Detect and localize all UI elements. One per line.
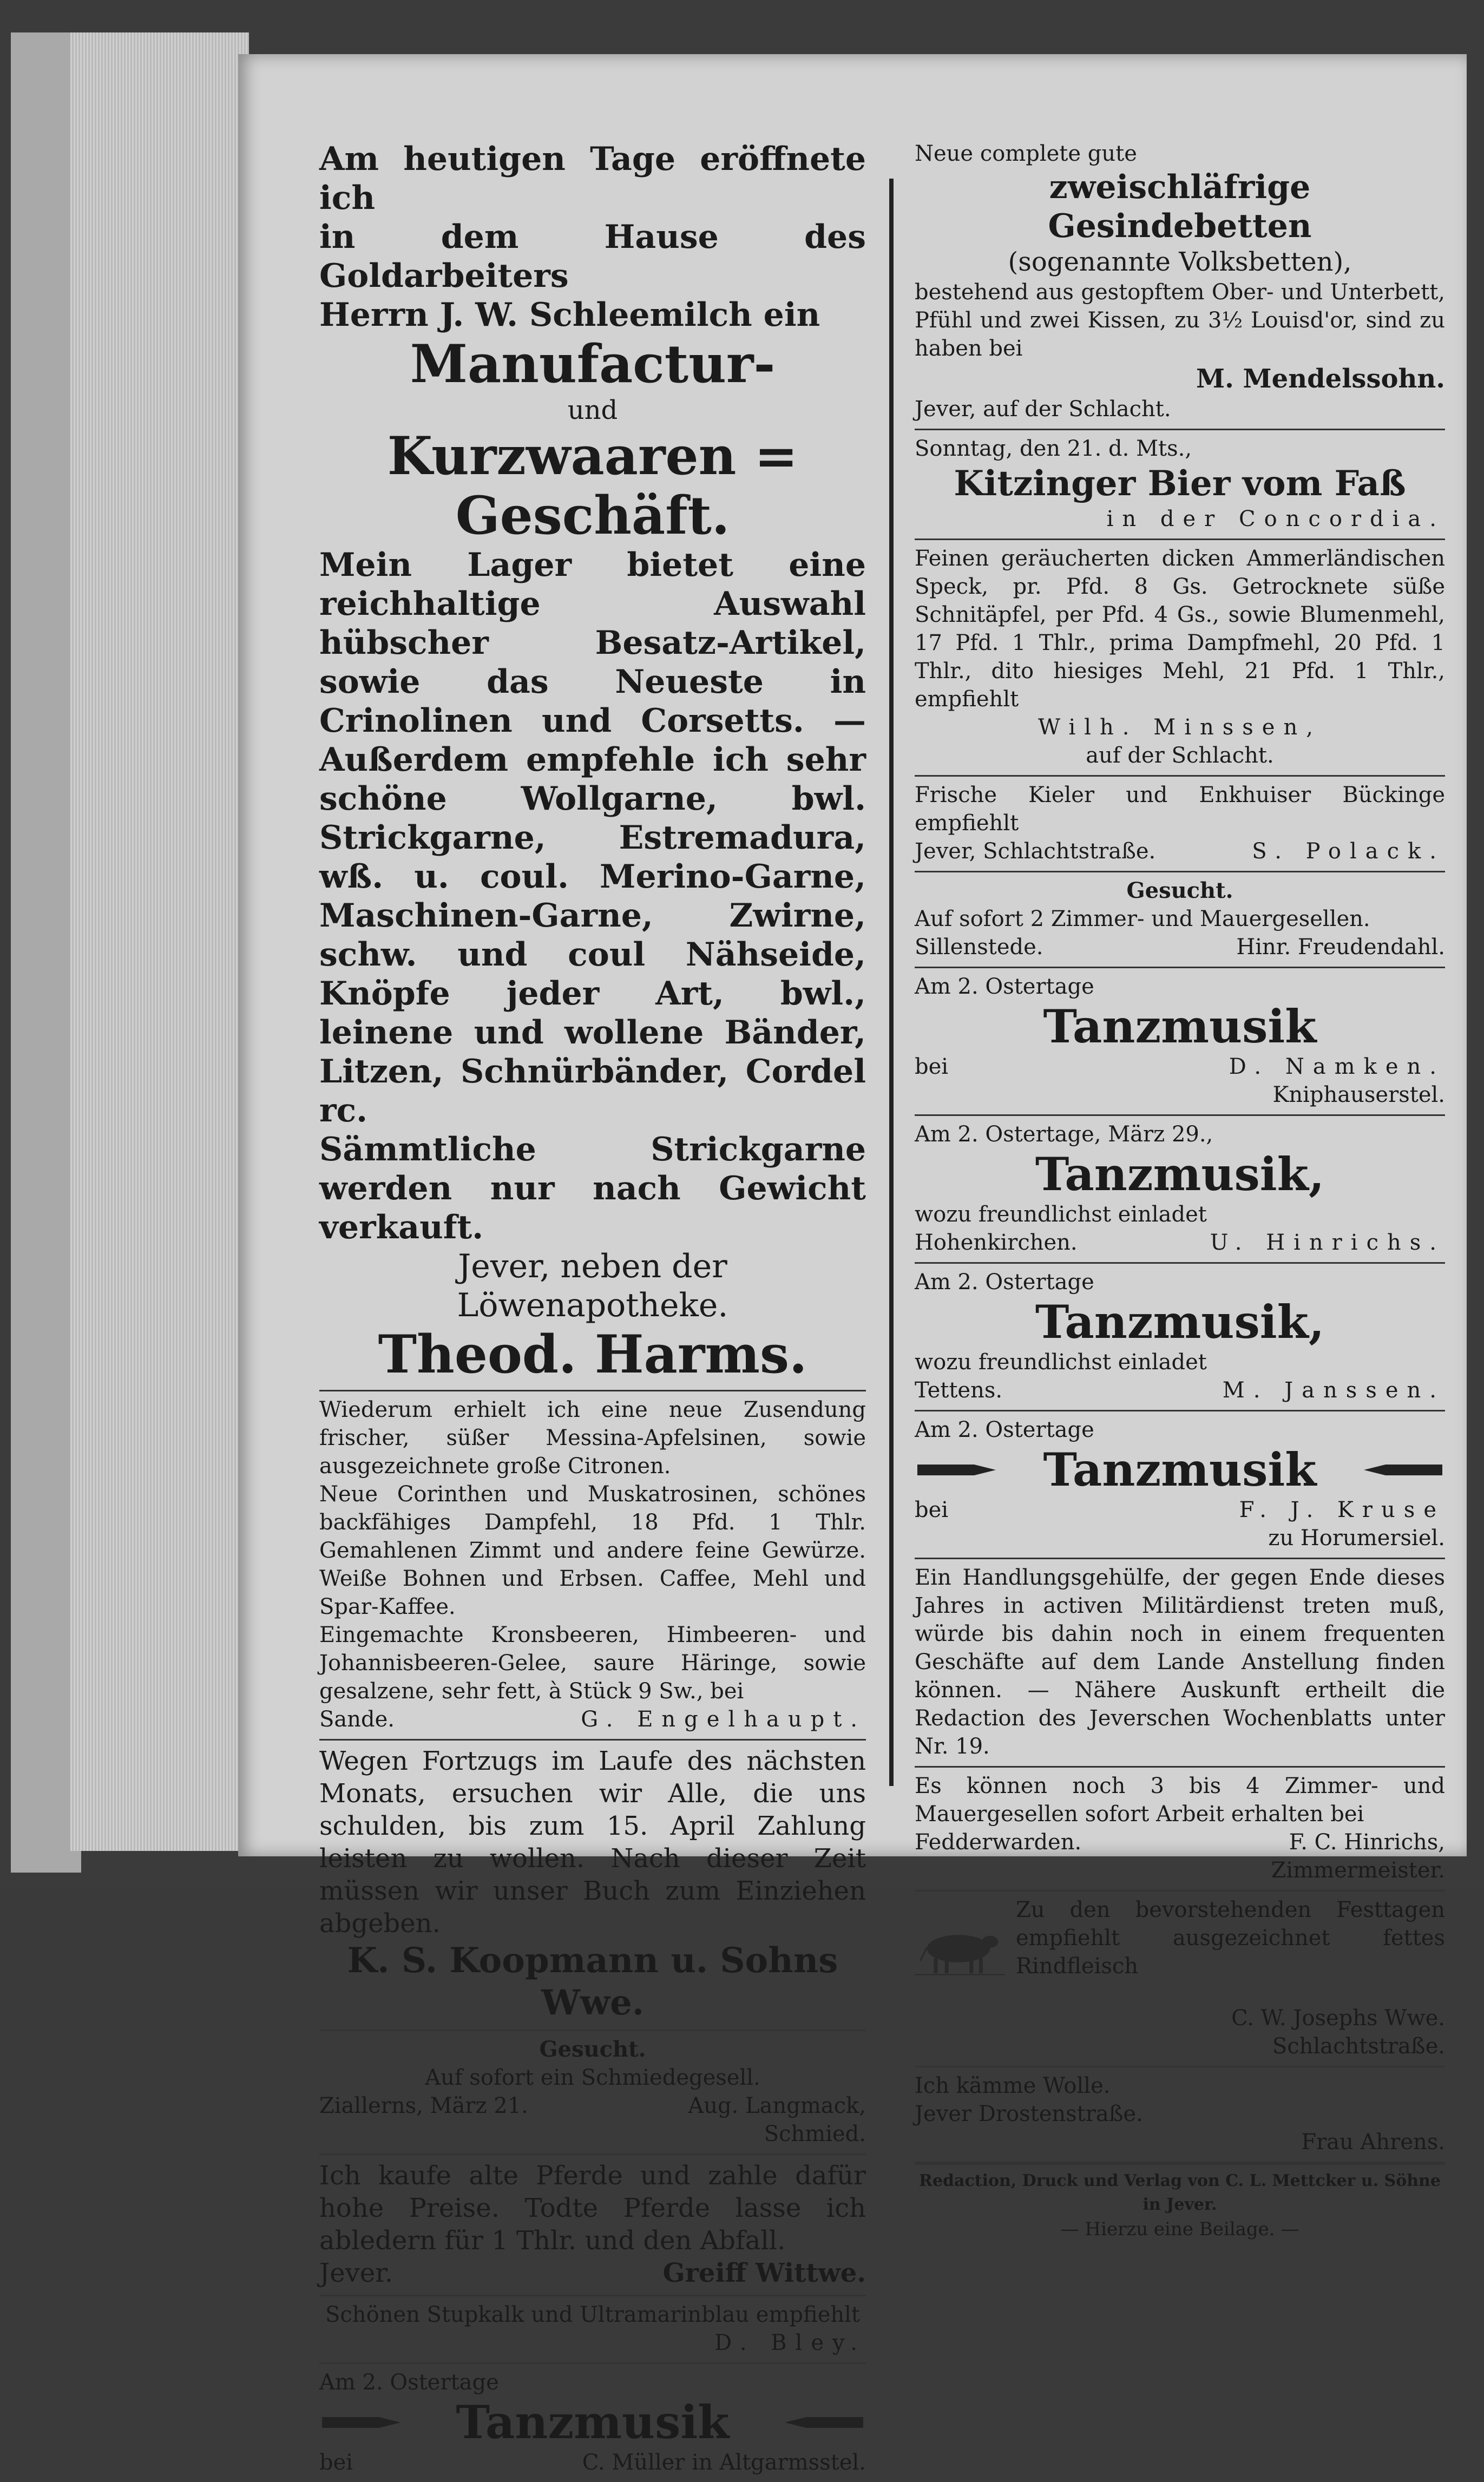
engelhaupt-p2: Neue Corinthen und Muskatrosinen, schönes backfähiges Dampfehl, 18 Pfd. 1 Thlr. Gemahlenen Zimmt und andere feine Gewürze. Weiße Bohnen und Erbsen. Caffee, Mehl und Spar-Kaffee. — [319, 1482, 866, 1619]
minssen-body: Feinen geräucherten dicken Ammerländischen Speck, pr. Pfd. 8 Gs. Getrocknete süße Schnitäpfel, per Pfd. 4 Gs., sowie Blumenmehl, 17 Pfd. 1 Thlr., prima Dampfmehl, 20 Pfd. 1 Thlr., dito hiesiges Mehl, 21 Pfd. 1 Thlr., empfiehlt — [915, 546, 1445, 712]
freudendahl-body: Auf sofort 2 Zimmer- und Mauergesellen. — [915, 907, 1370, 931]
janssen-name: M. Janssen. — [1222, 1378, 1445, 1403]
freudendahl-name: Hinr. Freudendahl. — [1236, 935, 1445, 960]
ad-minssen — [915, 540, 1445, 777]
hinrichs-date: Am 2. Ostertage, März 29., — [915, 1122, 1213, 1147]
polack-body: Frische Kieler und Enkhuiser Bückinge empfiehlt — [915, 783, 1445, 836]
ad-hinrichs — [915, 1116, 1445, 1264]
ad-bier — [915, 430, 1445, 540]
ad-langmack — [319, 2031, 866, 2155]
mueller-title: Tanzmusik — [456, 2395, 730, 2449]
minssen-place: auf der Schlacht. — [1086, 743, 1274, 768]
janssen-date: Am 2. Ostertage — [915, 1270, 1094, 1295]
book-page-edges — [70, 32, 249, 1851]
cow-icon — [915, 1896, 1005, 2004]
janssen-title: Tanzmusik, — [1035, 1295, 1325, 1349]
harms-line-2: in dem Hause des Goldarbeiters — [319, 218, 866, 295]
imprint — [915, 2163, 1445, 2247]
langmack-body: Auf sofort ein Schmiedegesell. — [425, 2065, 760, 2090]
namken-place: Kniphauserstel. — [1272, 1082, 1445, 1107]
kruse-title: Tanzmusik — [1043, 1443, 1317, 1496]
bier-place: in der Concordia. — [1106, 507, 1445, 531]
harms-body-2: Sämmtliche Strickgarne werden nur nach Gewicht verkauft. — [319, 1131, 866, 1246]
harms-title-2: Kurzwaaren = Geschäft. — [387, 425, 798, 546]
pointing-hand-left-icon — [779, 2406, 866, 2439]
namken-sign — [915, 1053, 1445, 1081]
koopmann-body: Wegen Fortzugs im Laufe des nächsten Monats, ersuchen wir Alle, die uns schulden, bis zum 15. April Zahlung leisten zu wollen. Nach dieser Zeit müssen wir unser Buch zum Einziehen abgeben. — [319, 1746, 866, 1939]
greiff-body: Ich kaufe alte Pferde und zahle dafür hohe Preise. Todte Pferde lasse ich abledern für 1 Thlr. und den Abfall. — [319, 2161, 866, 2256]
langmack-sign — [319, 2092, 866, 2120]
hinrichs-invite: wozu freundlichst einladet — [915, 1202, 1207, 1227]
mueller-bei: bei — [319, 2450, 353, 2475]
polack-sign — [915, 837, 1445, 865]
ahrens-place: Jever Drostenstraße. — [915, 2102, 1143, 2126]
polack-place: Jever, Schlachtstraße. — [915, 839, 1156, 864]
koopmann-name: K. S. Koopmann u. Sohns Wwe. — [347, 1940, 838, 2023]
kruse-place: zu Horumersiel. — [1268, 1526, 1445, 1551]
janssen-sign — [915, 1376, 1445, 1404]
josephs-place: Schlachtstraße. — [1272, 2034, 1445, 2059]
engelhaupt-place: Sande. — [319, 1707, 395, 1732]
mueller-title-row — [319, 2396, 866, 2448]
freudendahl-head: Gesucht. — [1126, 878, 1233, 903]
mueller-sign — [319, 2448, 866, 2477]
ad-mueller — [319, 2364, 866, 2482]
bley-body: Schönen Stupkalk und Ultramarinblau empfiehlt — [325, 2302, 860, 2327]
mendelssohn-l1: Neue complete gute — [915, 141, 1137, 166]
bley-name: D. Bley. — [714, 2330, 866, 2355]
harms-title-1: Manufactur- — [410, 333, 776, 395]
engelhaupt-name: G. Engelhaupt. — [581, 1707, 866, 1732]
harms-line-1: Am heutigen Tage eröffnete ich — [319, 140, 866, 217]
pointing-hand-left-icon — [1358, 1454, 1445, 1486]
engelhaupt-p1: Wiederum erhielt ich eine neue Zusendung frischer, süßer Messina-Apfelsinen, sowie ausgezeichnete große Citronen. — [319, 1397, 866, 1479]
josephs-row — [915, 1896, 1445, 2004]
pointing-hand-right-icon — [319, 2406, 406, 2439]
kruse-bei: bei — [915, 1498, 949, 1522]
bier-title: Kitzinger Bier vom Faß — [954, 463, 1406, 504]
mendelssohn-name: M. Mendelssohn. — [1196, 364, 1445, 394]
ad-mendelssohn — [915, 135, 1445, 430]
mueller-name: C. Müller in Altgarmsstel. — [582, 2450, 866, 2475]
langmack-title: Schmied. — [764, 2122, 866, 2146]
ad-kruse — [915, 1411, 1445, 1559]
bier-date: Sonntag, den 21. d. Mts., — [915, 436, 1192, 461]
hinrichs-title: Tanzmusik, — [1035, 1147, 1325, 1201]
fhinrichs-place: Fedderwarden. — [915, 1830, 1082, 1855]
fhinrichs-sign — [915, 1828, 1445, 1856]
ad-polack — [915, 777, 1445, 872]
josephs-name: C. W. Josephs Wwe. — [1231, 2006, 1445, 2031]
namken-title: Tanzmusik — [1043, 1000, 1317, 1053]
harms-line-3: Herrn J. W. Schleemilch ein — [319, 296, 820, 334]
pointing-hand-right-icon — [915, 1454, 1001, 1486]
harms-name: Theod. Harms. — [378, 1324, 807, 1385]
mendelssohn-place: Jever, auf der Schlacht. — [915, 397, 1171, 422]
langmack-place: Ziallerns, März 21. — [319, 2093, 528, 2118]
ad-engelhaupt — [319, 1391, 866, 1741]
mendelssohn-title: zweischläfrige Gesindebetten — [1048, 168, 1312, 245]
greiff-sign — [319, 2257, 866, 2289]
mendelssohn-body: bestehend aus gestopftem Ober- und Unterbett, Pfühl und zwei Kissen, zu 3½ Louisd'or, sind zu haben bei — [915, 280, 1445, 361]
mueller-date: Am 2. Ostertage — [319, 2370, 499, 2395]
langmack-name: Aug. Langmack, — [688, 2093, 866, 2118]
ad-koopmann — [319, 1741, 866, 2031]
janssen-invite: wozu freundlichst einladet — [915, 1350, 1207, 1375]
harms-body: Mein Lager bietet eine reichhaltige Auswahl hübscher Besatz-Artikel, sowie das Neueste in Crinolinen und Corsetts. — Außerdem empfehle ich sehr schöne Wollgarne, bwl. Strickgarne, Estremadura, wß. u. coul. Merino-Garne, Maschinen-Garne, Zwirne, schw. und coul Nähseide, Knöpfe jeder Art, bwl., leinene und wollene Bänder, Litzen, Schnürbänder, Cordel rc. — [319, 546, 866, 1130]
ad-harms — [319, 135, 866, 1391]
left-column — [319, 135, 866, 2482]
langmack-head: Gesucht. — [539, 2037, 646, 2062]
janssen-place: Tettens. — [915, 1378, 1003, 1403]
harms-place: Jever, neben der Löwenapotheke. — [457, 1247, 728, 1324]
engelhaupt-p3: Eingemachte Kronsbeeren, Himbeeren- und Johannisbeeren-Gelee, saure Häringe, sowie gesalzene, sehr fett, à Stück 9 Sw., bei — [319, 1623, 866, 1704]
imprint-line-1: Redaction, Druck und Verlag von C. L. Mettcker u. Söhne in Jever. — [919, 2171, 1441, 2214]
greiff-place: Jever. — [319, 2258, 393, 2288]
harms-und: und — [567, 395, 618, 425]
ad-handlung — [915, 1559, 1445, 1768]
engelhaupt-sign — [319, 1705, 866, 1734]
greiff-name: Greiff Wittwe. — [662, 2258, 866, 2288]
freudendahl-place: Sillenstede. — [915, 935, 1043, 960]
ad-namken — [915, 968, 1445, 1116]
minssen-name: Wilh. Minssen, — [1038, 715, 1322, 740]
freudendahl-sign — [915, 933, 1445, 961]
mendelssohn-sub: (sogenannte Volksbetten), — [1008, 247, 1352, 277]
hinrichs-name: U. Hinrichs. — [1210, 1230, 1445, 1255]
ad-greiff — [319, 2155, 866, 2296]
hinrichs-sign — [915, 1229, 1445, 1257]
namken-date: Am 2. Ostertage — [915, 974, 1094, 999]
ad-bley — [319, 2296, 866, 2364]
polack-name: S. Polack. — [1252, 839, 1445, 864]
ahrens-name: Frau Ahrens. — [1301, 2130, 1445, 2155]
fhinrichs-title: Zimmermeister. — [1271, 1858, 1445, 1883]
namken-name: D. Namken. — [1229, 1054, 1445, 1079]
imprint-line-2: — Hierzu eine Beilage. — — [1060, 2218, 1299, 2240]
kruse-name: F. J. Kruse — [1239, 1498, 1445, 1522]
newspaper-page — [238, 54, 1467, 2475]
right-column — [915, 135, 1445, 2247]
kruse-sign — [915, 1496, 1445, 1524]
ad-janssen — [915, 1264, 1445, 1411]
ad-freudendahl — [915, 872, 1445, 968]
kruse-date: Am 2. Ostertage — [915, 1417, 1094, 1442]
fhinrichs-body: Es können noch 3 bis 4 Zimmer- und Mauergesellen sofort Arbeit erhalten bei — [915, 1774, 1445, 1827]
column-divider — [889, 179, 894, 1786]
ad-fhinrichs — [915, 1768, 1445, 1892]
ad-josephs — [915, 1892, 1445, 2067]
kruse-title-row — [915, 1444, 1445, 1496]
ad-ahrens — [915, 2067, 1445, 2163]
handlung-body: Ein Handlungsgehülfe, der gegen Ende dieses Jahres in activen Militärdienst treten muß, würde bis dahin noch in einem frequenten Geschäfte auf dem Lande Anstellung finden können. — Nähere Auskunft ertheilt die Redaction des Jeverschen Wochenblatts unter Nr. 19. — [915, 1565, 1445, 1759]
hinrichs-place: Hohenkirchen. — [915, 1230, 1078, 1255]
ahrens-body: Ich kämme Wolle. — [915, 2073, 1111, 2098]
fhinrichs-name: F. C. Hinrichs, — [1289, 1830, 1445, 1855]
namken-bei: bei — [915, 1054, 949, 1079]
josephs-body: Zu den bevorstehenden Festtagen empfiehlt ausgezeichnet fettes Rindfleisch — [1015, 1897, 1445, 1979]
